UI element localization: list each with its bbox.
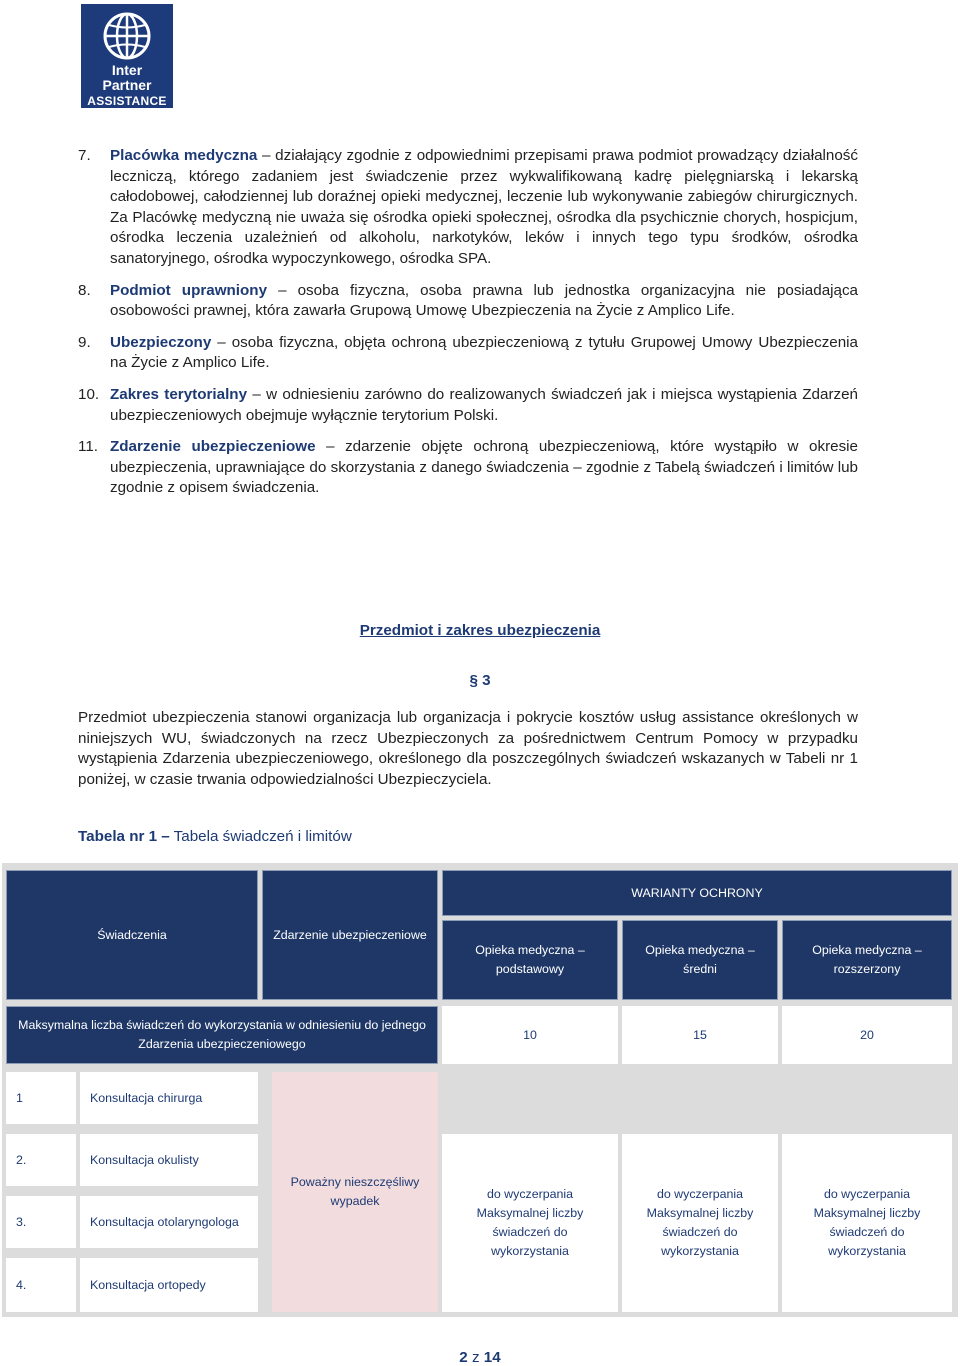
- page-total: 14: [483, 1349, 501, 1366]
- definition-number: 7.: [78, 147, 91, 164]
- max-benefits-label: Maksymalna liczba świadczeń do wykorzystania w odniesieniu do jednego Zdarzenia ubezpieczeniowego: [6, 1006, 438, 1064]
- definition-term: Placówka medyczna: [110, 147, 258, 164]
- globe-icon: [103, 12, 151, 60]
- event-cell: Poważny nieszczęśliwy wypadek: [272, 1072, 438, 1312]
- definition-text: osoba fizyczna, osoba prawna lub jednostka organizacyjna nie posiadająca osobowości prawnej, która zawarła Grupową Umowę Ubezpieczenia na Życie z Amplico Life.: [110, 281, 859, 320]
- definition-dash: –: [267, 281, 298, 299]
- definition-number: 8.: [78, 281, 91, 299]
- page-number: 2: [459, 1349, 468, 1366]
- definition-text: działający zgodnie z odpowiednimi przepisami prawa podmiot prowadzący działalność leczniczą, którego zadaniem jest świadczenie przez wykwalifikowaną kadrę pielęgniarską i lekarską całodobowej, całodziennej lub doraźnej opieki medycznej, leczenie lub wykonywanie zabiegów chirurgicznych. Za Placówkę medyczną nie uważa się ośrodka opieki społecznej, ośrodka dla psychicznie chorych, hospicjum, ośrodka leczenia uzależnień od alkoholu, narkotyków, leków i innych tego typu środków, ośrodka sanatoryjnego, ośrodka wypoczynkowego, ośrodka SPA.: [110, 147, 858, 267]
- definition-dash: –: [315, 438, 346, 456]
- header-variant-medium: Opieka medyczna – średni: [622, 920, 778, 1000]
- definition-number: 10.: [78, 385, 100, 403]
- definition-item: [78, 146, 858, 270]
- definition-number: 11.: [78, 438, 98, 456]
- definition-dash: –: [211, 333, 232, 351]
- row-number: 4.: [6, 1258, 76, 1312]
- definition-dash: –: [247, 385, 267, 403]
- limit-basic: do wyczerpania Maksymalnej liczby świadczeń do wykorzystania: [442, 1134, 618, 1312]
- section-number: § 3: [469, 672, 491, 689]
- row-number: 2.: [6, 1134, 76, 1186]
- max-benefits-basic: 10: [442, 1006, 618, 1064]
- definition-item: [78, 333, 858, 374]
- limit-extended: do wyczerpania Maksymalnej liczby świadczeń do wykorzystania: [782, 1134, 952, 1312]
- definition-text: zdarzenie objęte ochroną ubezpieczeniową, które wystąpiło w okresie ubezpieczenia, uprawniające do skorzystania z danego świadczenia – zgodnie z Tabelą świadczeń i limitów lub zgodnie z opisem świadczenia.: [110, 438, 858, 497]
- definition-dash: –: [257, 147, 276, 164]
- definition-term: Ubezpieczony: [110, 333, 212, 351]
- row-number: 3.: [6, 1196, 76, 1248]
- definition-term: Zdarzenie ubezpieczeniowe: [110, 438, 316, 456]
- definition-term: Zakres terytorialny: [110, 385, 248, 403]
- definitions-list: [78, 146, 858, 510]
- header-variants: WARIANTY OCHRONY: [442, 870, 952, 916]
- definition-number: 9.: [78, 333, 91, 351]
- header-benefits: Świadczenia: [6, 870, 258, 1000]
- row-benefit-name: Konsultacja okulisty: [80, 1134, 258, 1186]
- header-event: Zdarzenie ubezpieczeniowe: [262, 870, 438, 1000]
- logo-text-partner: Partner: [102, 77, 152, 93]
- definition-item: [78, 437, 858, 499]
- row-benefit-name: Konsultacja ortopedy: [80, 1258, 258, 1312]
- limit-medium: do wyczerpania Maksymalnej liczby świadczeń do wykorzystania: [622, 1134, 778, 1312]
- definition-item: [78, 281, 858, 322]
- max-benefits-extended: 20: [782, 1006, 952, 1064]
- max-benefits-medium: 15: [622, 1006, 778, 1064]
- row-number: 1: [6, 1072, 76, 1124]
- table-caption-title: Tabela świadczeń i limitów: [169, 828, 352, 845]
- header-variant-extended: Opieka medyczna – rozszerzony: [782, 920, 952, 1000]
- logo-text-assistance: ASSISTANCE: [87, 94, 167, 108]
- table-caption-number: Tabela nr 1 –: [78, 828, 170, 845]
- row-benefit-name: Konsultacja otolaryngologa: [80, 1196, 258, 1248]
- table-caption: [78, 828, 352, 845]
- section-paragraph: Przedmiot ubezpieczenia stanowi organizacja lub organizacja i pokrycie kosztów usług assistance określonych w niniejszych WU, świadczonych na rzecz Ubezpieczonych za pośrednictwem Centrum Pomocy w przypadku wystąpienia Zdarzenia ubezpieczeniowego, określonego dla poszczególnych świadczeń wskazanych w Tabeli nr 1 poniżej, w czasie trwania odpowiedzialności Ubezpieczyciela.: [78, 709, 858, 788]
- company-logo: [81, 4, 173, 108]
- header-variant-basic: Opieka medyczna – podstawowy: [442, 920, 618, 1000]
- definition-item: [78, 385, 858, 426]
- page-separator: z: [471, 1349, 480, 1366]
- definition-term: Podmiot uprawniony: [110, 281, 268, 299]
- section-heading: Przedmiot i zakres ubezpieczenia: [359, 622, 601, 639]
- page-footer: [0, 1349, 960, 1366]
- logo-text-inter: Inter: [111, 62, 143, 78]
- row-benefit-name: Konsultacja chirurga: [80, 1072, 258, 1124]
- definition-text: osoba fizyczna, objęta ochroną ubezpieczeniową z tytułu Grupowej Umowy Ubezpieczenia na Życie z Amplico Life.: [110, 333, 858, 372]
- definition-text: w odniesieniu zarówno do realizowanych świadczeń jak i miejsca wystąpienia Zdarzeń ubezpieczeniowych obejmuje wyłącznie terytorium Polski.: [110, 385, 858, 424]
